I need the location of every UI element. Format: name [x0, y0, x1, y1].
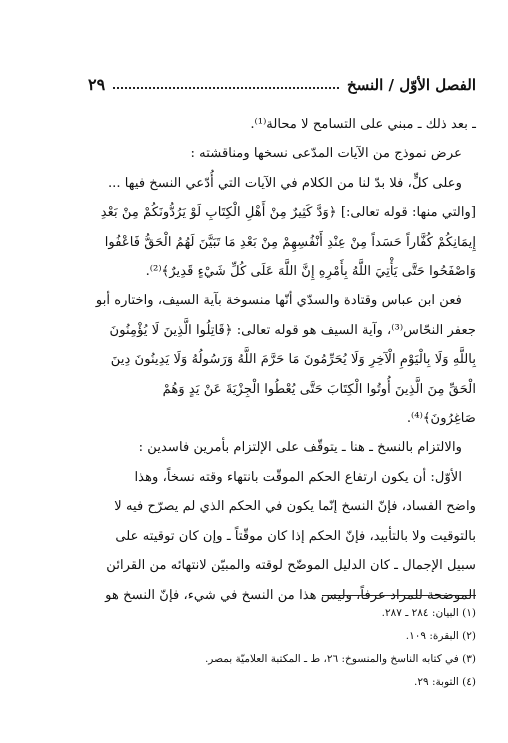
footnote-separator	[322, 595, 476, 596]
text-line: ـ بعد ذلك ـ مبني على التسامح لا محالة⁽¹⁾.	[250, 117, 476, 132]
quran-verse-line: صَاغِرُونَ﴾⁽⁴⁾.	[406, 411, 476, 427]
text-line: بالتوقيت ولا بالتأبيد، فإنّ الحكم إذا كان موقّتاً ـ وإن كان توقيته على	[115, 528, 476, 544]
quran-verse-line: وَاصْفَحُوا حَتَّى يَأْتِيَ اللَّهُ بِأَمْرِهِ إِنَّ اللَّهَ عَلَى كُلِّ شَيْءٍ قَدِيرٌ﴾⁽²⁾.	[145, 264, 476, 280]
header-leader-dots	[113, 87, 339, 89]
text-line: سبيل الإجمال ـ كان الدليل الموضّح لوقته والمبيّن لانتهائه من القرائن	[106, 558, 476, 574]
text-line: الموضحة للمراد عرفاً، وليس هذا من النسخ في شيء، فإنّ النسخ هو	[105, 587, 476, 603]
text-line: وعلى كلٍّ، فلا بدّ لنا من الكلام في الآيات التي أُدّعي النسخ فيها ...	[107, 175, 462, 191]
running-header	[88, 72, 476, 94]
quran-verse-line: إِيمَانِكُمْ كُفَّاراً حَسَداً مِنْ عِنْدِ أَنْفُسِهِمْ مِنْ بَعْدِ مَا تَبَيَّنَ لَهُمُ الْحَقُّ فَاعْفُوا	[104, 234, 476, 250]
footnote-1: (١) البيان: ٢٨٤ ـ ٢٨٧.	[381, 607, 476, 619]
page-number: ٢٩	[88, 75, 106, 94]
text-line: فعن ابن عباس وقتادة والسدّي أنّها منسوخة بآية السيف، واختاره أبو	[95, 293, 462, 309]
section-heading: عرض نموذج من الآيات المدّعى نسخها ومناقشته :	[190, 146, 462, 162]
chapter-title: الفصل الأوّل / النسخ	[346, 76, 476, 94]
footnote-3: (٣) في كتابه الناسخ والمنسوخ: ٢٦، ط ـ المكتبة العلاميّة بمصر.	[204, 653, 476, 665]
text-line: الأوّل: أن يكون ارتفاع الحكم الموقّت بانتهاء وقته نسخاً، وهذا	[134, 469, 462, 485]
quran-verse-line: [والتي منها: قوله تعالى:] ﴿وَدَّ كَثِيرٌ مِنْ أَهْلِ الْكِتَابِ لَوْ يَرُدُّونَكُمْ مِنْ بَعْدِ	[100, 205, 476, 221]
text-line: والالتزام بالنسخ ـ هنا ـ يتوقّف على الإلتزام بأمرين فاسدين :	[138, 440, 462, 456]
text-line: جعفر النحّاس⁽³⁾، وآية السيف هو قوله تعالى: ﴿قَاتِلُوا الَّذِينَ لَا يُؤْمِنُونَ	[109, 322, 476, 338]
footnotes	[88, 602, 476, 694]
quran-verse-line: بِاللَّهِ وَلَا بِالْيَوْمِ الْآخِرِ وَلَا يُحَرِّمُونَ مَا حَرَّمَ اللَّهُ وَرَسُولُهُ وَلَا يَدِينُونَ دِينَ	[110, 352, 476, 368]
footnote-4: (٤) التوبة: ٢٩.	[414, 676, 476, 688]
footnote-2: (٢) البقرة: ١٠٩.	[405, 630, 476, 642]
quran-verse-line: الْحَقِّ مِنَ الَّذِينَ أُوتُوا الْكِتَابَ حَتَّى يُعْطُوا الْجِزْيَةَ عَنْ يَدٍ وَهُمْ	[162, 381, 476, 397]
text-line: واضح الفساد، فإنّ النسخ إنّما يكون في الحكم الذي لم يصرّح فيه لا	[114, 499, 476, 515]
main-text	[88, 110, 476, 610]
